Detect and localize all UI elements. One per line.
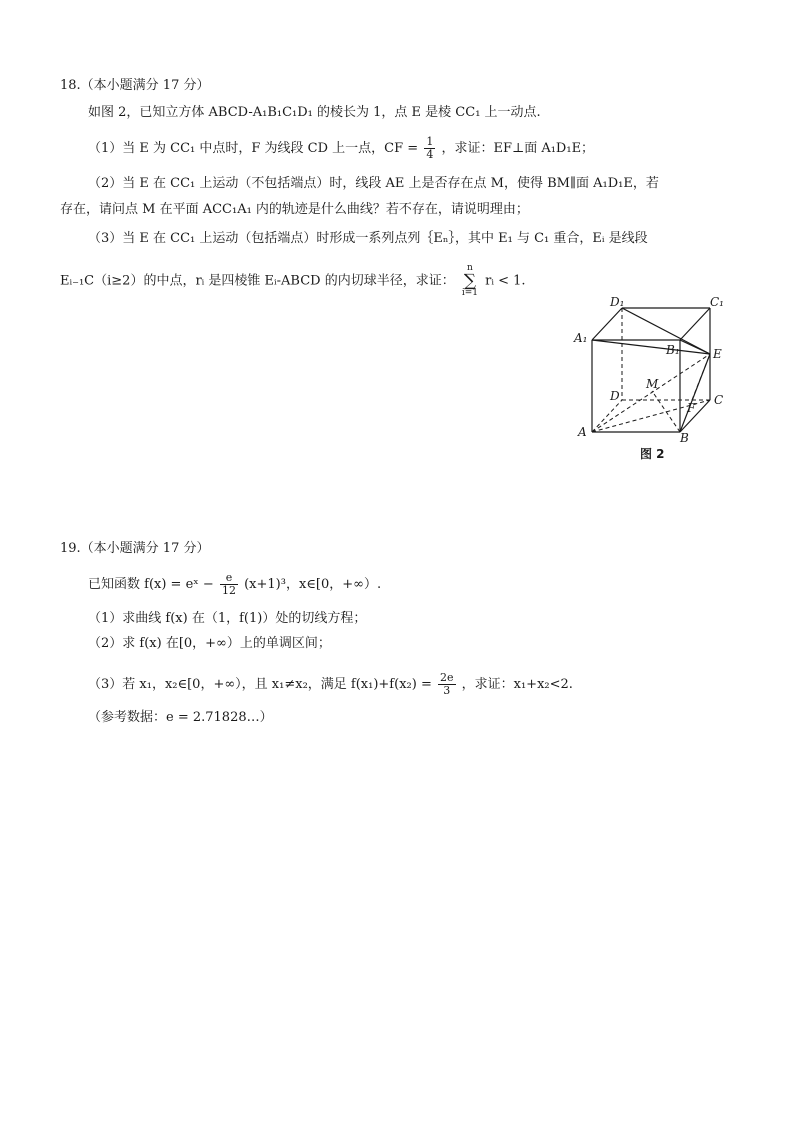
q18-part1-fraction (424, 136, 435, 161)
q18-part1-text-b: ，求证：EF⊥面 A₁D₁E； (441, 141, 595, 156)
q18-header: 18.（本小题满分 17 分） (60, 78, 210, 93)
label-a1: A₁ (574, 331, 588, 345)
sigma-upper: n (467, 263, 473, 273)
q18-part1-frac-num: 1 (426, 135, 434, 148)
label-e: E (713, 347, 722, 361)
q19-part3 (88, 672, 573, 697)
q19-intro-frac-den: 12 (221, 584, 236, 597)
q18-part1-text-a: （1）当 E 为 CC₁ 中点时，F 为线段 CD 上一点，CF = (88, 141, 419, 156)
q18-summation (462, 264, 478, 298)
q19-intro-fraction (220, 572, 238, 597)
q19-part3-text-a: （3）若 x₁，x₂∈[0，+∞），且 x₁≠x₂，满足 f(x₁)+f(x₂) = (88, 677, 432, 692)
label-c1: C₁ (710, 296, 724, 309)
figure-caption: 图 2 (640, 447, 665, 461)
q19-reference-data: （参考数据：e = 2.71828…） (88, 710, 273, 725)
label-d: D (610, 389, 620, 403)
q18-part1 (88, 136, 594, 161)
q19-header: 19.（本小题满分 17 分） (60, 541, 210, 556)
label-b: B (680, 431, 689, 445)
q19-intro-text-b: (x+1)³，x∈[0，+∞）. (244, 577, 382, 592)
label-c: C (714, 393, 724, 407)
q19-intro-frac-num: e (220, 572, 238, 585)
q18-part1-frac-den: 4 (426, 148, 434, 161)
sigma-icon: ∑ (463, 271, 477, 291)
q18-part2-line2: 存在，请问点 M 在平面 ACC₁A₁ 内的轨迹是什么曲线？若不存在，请说明理由； (60, 202, 529, 217)
q19-part3-frac-den: 3 (443, 684, 451, 697)
q19-intro-text-a: 已知函数 f(x) = eˣ − (88, 577, 214, 592)
segment-a1e (592, 340, 710, 354)
q18-part3-text-b: rᵢ < 1. (485, 273, 526, 289)
q19-part3-frac-num: 2e (439, 671, 454, 684)
q18-intro: 如图 2，已知立方体 ABCD-A₁B₁C₁D₁ 的棱长为 1，点 E 是棱 CC₁ 上一动点. (88, 105, 541, 120)
q19-intro (88, 572, 381, 597)
segment-bm (652, 391, 680, 432)
q19-part1: （1）求曲线 f(x) 在（1，f(1)）处的切线方程； (88, 611, 367, 626)
edge-ad-hidden (592, 400, 622, 432)
q19-part2: （2）求 f(x) 在[0，+∞）上的单调区间； (88, 636, 331, 651)
q18-part3-line1: （3）当 E 在 CC₁ 上运动（包括端点）时形成一系列点列｛Eₙ｝，其中 E₁ 与 C₁ 重合，Eᵢ 是线段 (88, 231, 648, 246)
edge-a1d1 (592, 308, 622, 340)
q18-part3-line2 (60, 264, 526, 298)
label-b1: B₁ (666, 343, 680, 357)
cube-figure (570, 296, 740, 466)
q19-part3-text-b: ，求证：x₁+x₂<2. (461, 677, 573, 692)
q18-part3-text-a: Eᵢ₋₁C（i≥2）的中点，rᵢ 是四棱锥 Eᵢ-ABCD 的内切球半径，求证： (60, 273, 455, 289)
q19-part3-fraction (438, 672, 456, 697)
label-f: F (687, 401, 696, 415)
q18-part2-line1: （2）当 E 在 CC₁ 上运动（不包括端点）时，线段 AE 上是否存在点 M，使得 BM∥面 A₁D₁E，若 (88, 176, 659, 191)
edge-b1c1 (680, 308, 710, 340)
label-d1: D₁ (610, 296, 625, 309)
label-a: A (578, 425, 587, 439)
label-m: M (646, 377, 659, 391)
sigma-lower: i=1 (461, 288, 479, 298)
